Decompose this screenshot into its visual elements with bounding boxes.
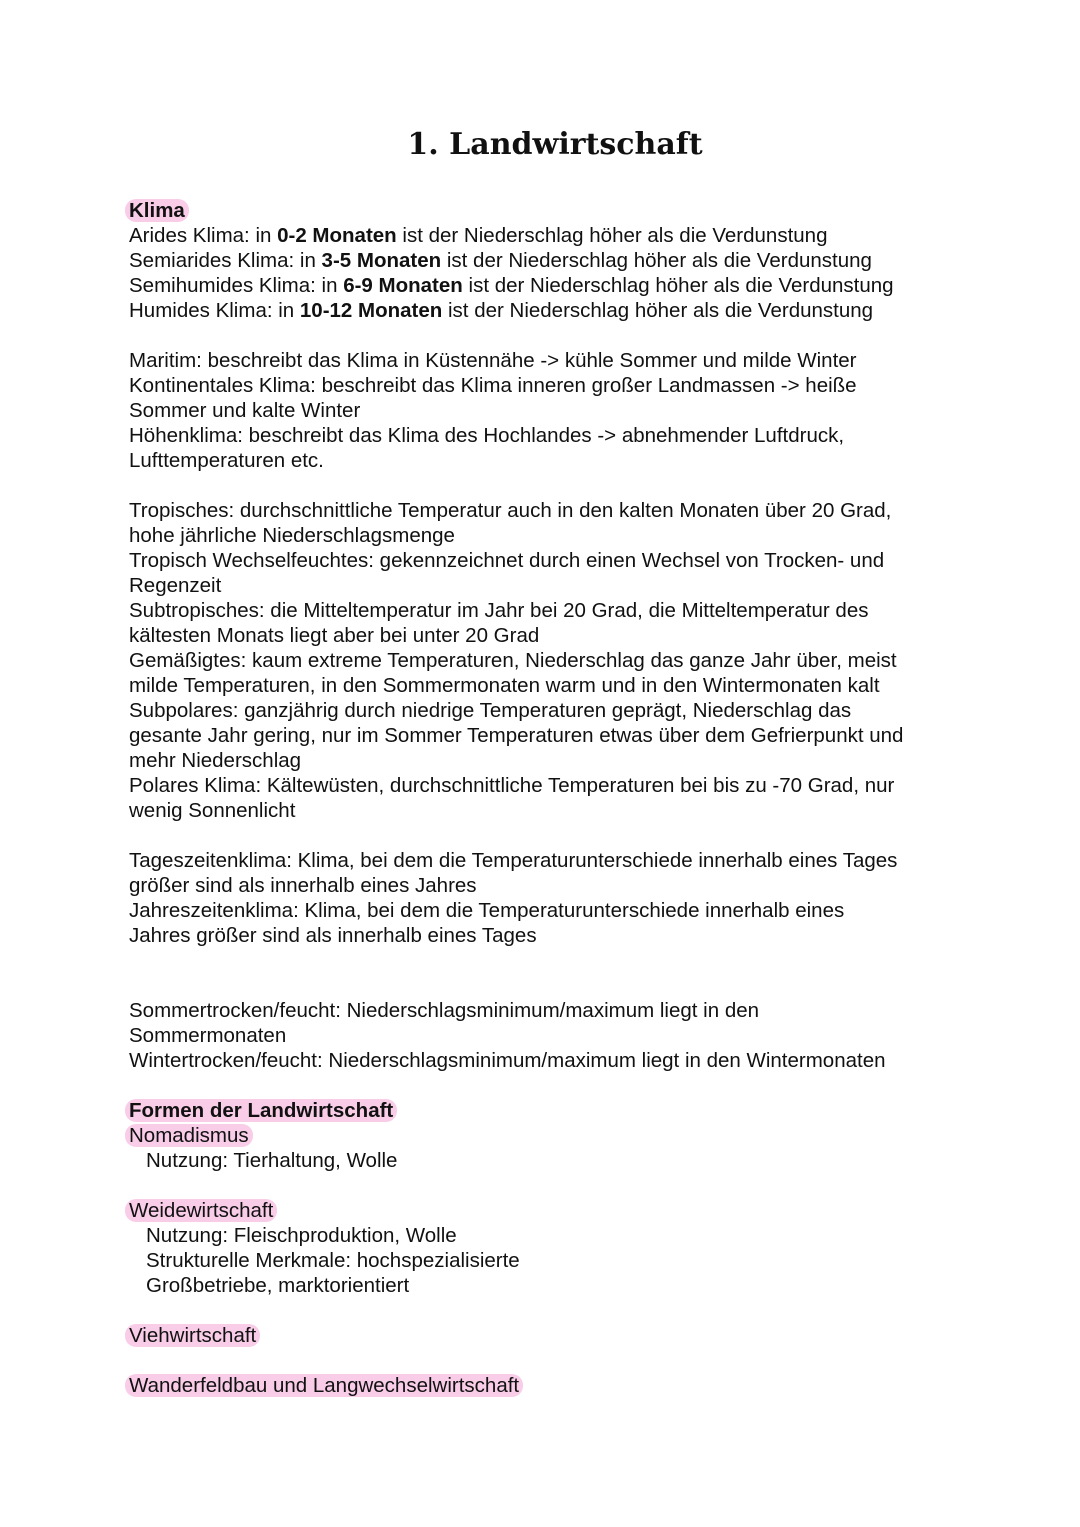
text-line: Arides Klima: in 0-2 Monaten ist der Niederschlag höher als die Verdunstung: [129, 224, 828, 247]
text-line: gesante Jahr gering, nur im Sommer Temperaturen etwas über dem Gefrierpunkt und: [129, 724, 904, 747]
subheading-weidewirtschaft: Weidewirtschaft: [129, 1198, 989, 1223]
subheading-wanderfeldbau: Wanderfeldbau und Langwechselwirtschaft: [129, 1373, 989, 1398]
text-line: Nutzung: Fleischproduktion, Wolle: [146, 1224, 457, 1247]
section-heading-klima: Klima: [129, 198, 989, 223]
text-line: Kontinentales Klima: beschreibt das Klima inneren großer Landmassen -> heiße: [129, 374, 857, 397]
page-title: 1. Landwirtschaft: [407, 127, 703, 162]
text-line: Regenzeit: [129, 574, 222, 597]
section-heading-formen: Formen der Landwirtschaft: [129, 1098, 989, 1123]
text-line: Tropisch Wechselfeuchtes: gekennzeichnet durch einen Wechsel von Trocken- und: [129, 549, 885, 572]
text-line: wenig Sonnenlicht: [129, 799, 296, 822]
text-line: milde Temperaturen, in den Sommermonaten warm und in den Wintermonaten kalt: [129, 674, 880, 697]
spacer: [129, 973, 989, 998]
subheading-nomadismus: Nomadismus: [129, 1123, 989, 1148]
text-line: Höhenklima: beschreibt das Klima des Hochlandes -> abnehmender Luftdruck,: [129, 424, 845, 447]
spacer: [129, 1073, 989, 1098]
spacer: [129, 323, 989, 348]
text-line: Lufttemperaturen etc.: [129, 449, 324, 472]
spacer: [129, 1173, 989, 1198]
text-line: größer sind als innerhalb eines Jahres: [129, 874, 477, 897]
spacer: [129, 1348, 989, 1373]
text-line: Tageszeitenklima: Klima, bei dem die Temperaturunterschiede innerhalb eines Tages: [129, 849, 898, 872]
text-line: Sommer und kalte Winter: [129, 399, 361, 422]
text-line: Nutzung: Tierhaltung, Wolle: [146, 1149, 398, 1172]
text-line: Jahreszeitenklima: Klima, bei dem die Temperaturunterschiede innerhalb eines: [129, 899, 845, 922]
text-line: Wintertrocken/feucht: Niederschlagsminimum/maximum liegt in den Wintermonaten: [129, 1049, 886, 1072]
spacer: [129, 473, 989, 498]
text-line: kältesten Monats liegt aber bei unter 20 Grad: [129, 624, 540, 647]
spacer: [129, 1298, 989, 1323]
text-line: Gemäßigtes: kaum extreme Temperaturen, Niederschlag das ganze Jahr über, meist: [129, 649, 897, 672]
text-line: Sommertrocken/feucht: Niederschlagsminimum/maximum liegt in den: [129, 999, 760, 1022]
text-line: Sommermonaten: [129, 1024, 287, 1047]
text-line: Semiarides Klima: in 3-5 Monaten ist der Niederschlag höher als die Verdunstung: [129, 249, 872, 272]
spacer: [129, 948, 989, 973]
text-line: hohe jährliche Niederschlagsmenge: [129, 524, 455, 547]
text-line: Großbetriebe, marktorientiert: [146, 1274, 410, 1297]
document-body: [129, 198, 989, 1398]
text-line: Jahres größer sind als innerhalb eines Tages: [129, 924, 537, 947]
text-line: Strukturelle Merkmale: hochspezialisierte: [146, 1249, 520, 1272]
spacer: [129, 823, 989, 848]
text-line: Polares Klima: Kältewüsten, durchschnittliche Temperaturen bei bis zu -70 Grad, nur: [129, 774, 895, 797]
text-line: Maritim: beschreibt das Klima in Küstennähe -> kühle Sommer und milde Winter: [129, 349, 857, 372]
text-line: Subtropisches: die Mitteltemperatur im Jahr bei 20 Grad, die Mitteltemperatur des: [129, 599, 869, 622]
text-line: Subpolares: ganzjährig durch niedrige Temperaturen geprägt, Niederschlag das: [129, 699, 852, 722]
subheading-viehwirtschaft: Viehwirtschaft: [129, 1323, 989, 1348]
text-line: mehr Niederschlag: [129, 749, 302, 772]
text-line: Semihumides Klima: in 6-9 Monaten ist der Niederschlag höher als die Verdunstung: [129, 274, 894, 297]
text-line: Humides Klima: in 10-12 Monaten ist der Niederschlag höher als die Verdunstung: [129, 299, 874, 322]
text-line: Tropisches: durchschnittliche Temperatur auch in den kalten Monaten über 20 Grad,: [129, 499, 892, 522]
